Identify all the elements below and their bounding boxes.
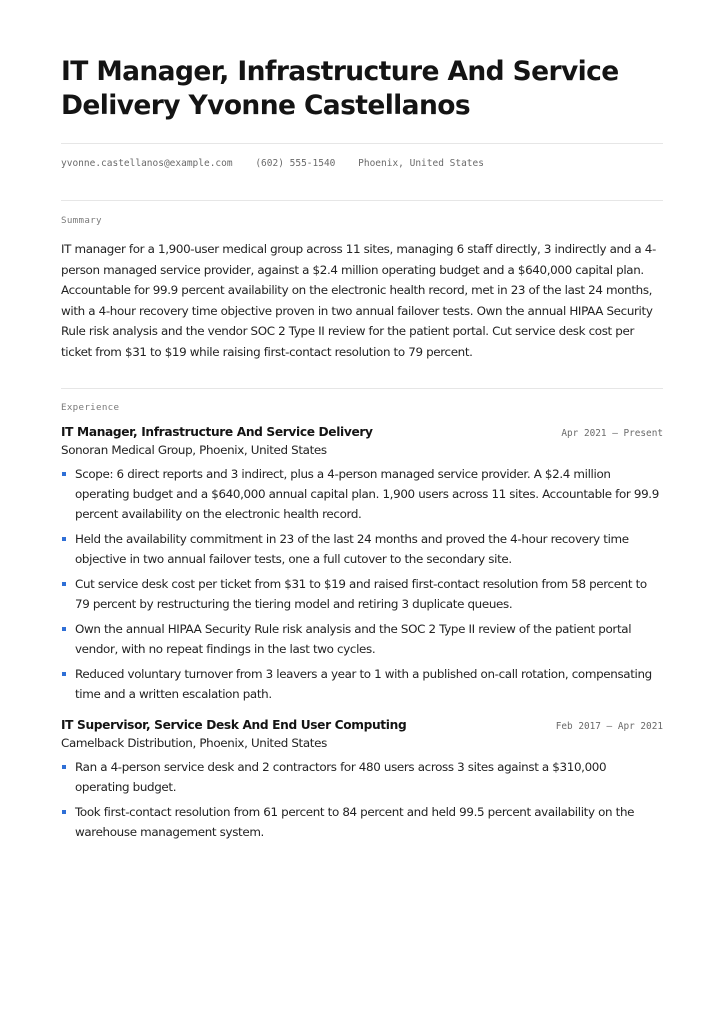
- job-title: IT Manager, Infrastructure And Service Delivery: [61, 425, 373, 439]
- bullet-square-icon: [62, 472, 66, 476]
- job-dates: Apr 2021 — Present: [561, 428, 663, 439]
- job-header: [61, 425, 663, 439]
- contact-line: [61, 158, 663, 172]
- bullet-text: Held the availability commitment in 23 of the last 24 months and proved the 4-hour recovery time objective in two annual failover tests, one a full cutover to the secondary site.: [75, 532, 629, 566]
- bullet-text: Scope: 6 direct reports and 3 indirect, plus a 4-person managed service provider. A $2.4 million operating budget and a $640,000 annual capital plan. 1,900 users across 11 sites. Accountable for 99.9 percent availability on the electronic health record.: [75, 467, 659, 521]
- job-company: Sonoran Medical Group, Phoenix, United States: [61, 443, 327, 457]
- experience-heading: Experience: [61, 402, 120, 413]
- list-item: [61, 529, 663, 569]
- summary-text: IT manager for a 1,900-user medical group across 11 sites, managing 6 staff directly, 3 indirectly and a 4-person managed service provider, against a $2.4 million operating budget and a $640,000 capital plan. Accountable for 99.9 percent availability on the electronic health record, met in 23 of the last 24 months, with a 4-hour recovery time objective proven in two annual failover tests. Own the annual HIPAA Security Rule risk analysis and the vendor SOC 2 Type II review for the patient portal. Cut service desk cost per ticket from $31 to $19 while raising first-contact resolution to 79 percent.: [61, 242, 656, 359]
- divider: [61, 200, 663, 201]
- job-dates: Feb 2017 — Apr 2021: [555, 721, 663, 732]
- page-title: IT Manager, Infrastructure And Service Delivery Yvonne Castellanos: [61, 56, 619, 121]
- contact-email[interactable]: yvonne.castellanos@example.com: [61, 158, 233, 169]
- divider: [61, 143, 663, 144]
- bullet-square-icon: [62, 765, 66, 769]
- bullet-text: Reduced voluntary turnover from 3 leavers a year to 1 with a published on-call rotation, compensating time and a written escalation path.: [75, 667, 652, 701]
- job-title: IT Supervisor, Service Desk And End User Computing: [61, 718, 407, 732]
- job-bullets: [61, 464, 663, 704]
- job-header: [61, 718, 663, 732]
- job-company: Camelback Distribution, Phoenix, United States: [61, 736, 327, 750]
- list-item: [61, 619, 663, 659]
- list-item: [61, 574, 663, 614]
- resume-page: [61, 55, 663, 847]
- bullet-square-icon: [62, 672, 66, 676]
- list-item: [61, 664, 663, 704]
- list-item: [61, 802, 663, 842]
- contact-phone[interactable]: (602) 555-1540: [255, 158, 336, 169]
- job-entry: [61, 718, 663, 842]
- job-bullets: [61, 757, 663, 842]
- bullet-text: Ran a 4-person service desk and 2 contractors for 480 users across 3 sites against a $310,000 operating budget.: [75, 760, 607, 794]
- list-item: [61, 757, 663, 797]
- divider: [61, 388, 663, 389]
- summary-heading: Summary: [61, 215, 102, 226]
- bullet-text: Cut service desk cost per ticket from $31 to $19 and raised first-contact resolution from 58 percent to 79 percent by restructuring the tiering model and retiring 3 duplicate queues.: [75, 577, 647, 611]
- contact-location: Phoenix, United States: [358, 158, 484, 169]
- job-entry: [61, 425, 663, 704]
- list-item: [61, 464, 663, 524]
- bullet-square-icon: [62, 627, 66, 631]
- bullet-text: Took first-contact resolution from 61 percent to 84 percent and held 99.5 percent availability on the warehouse management system.: [75, 805, 635, 839]
- bullet-text: Own the annual HIPAA Security Rule risk analysis and the SOC 2 Type II review of the patient portal vendor, with no repeat findings in the last two cycles.: [75, 622, 632, 656]
- bullet-square-icon: [62, 537, 66, 541]
- bullet-square-icon: [62, 582, 66, 586]
- bullet-square-icon: [62, 810, 66, 814]
